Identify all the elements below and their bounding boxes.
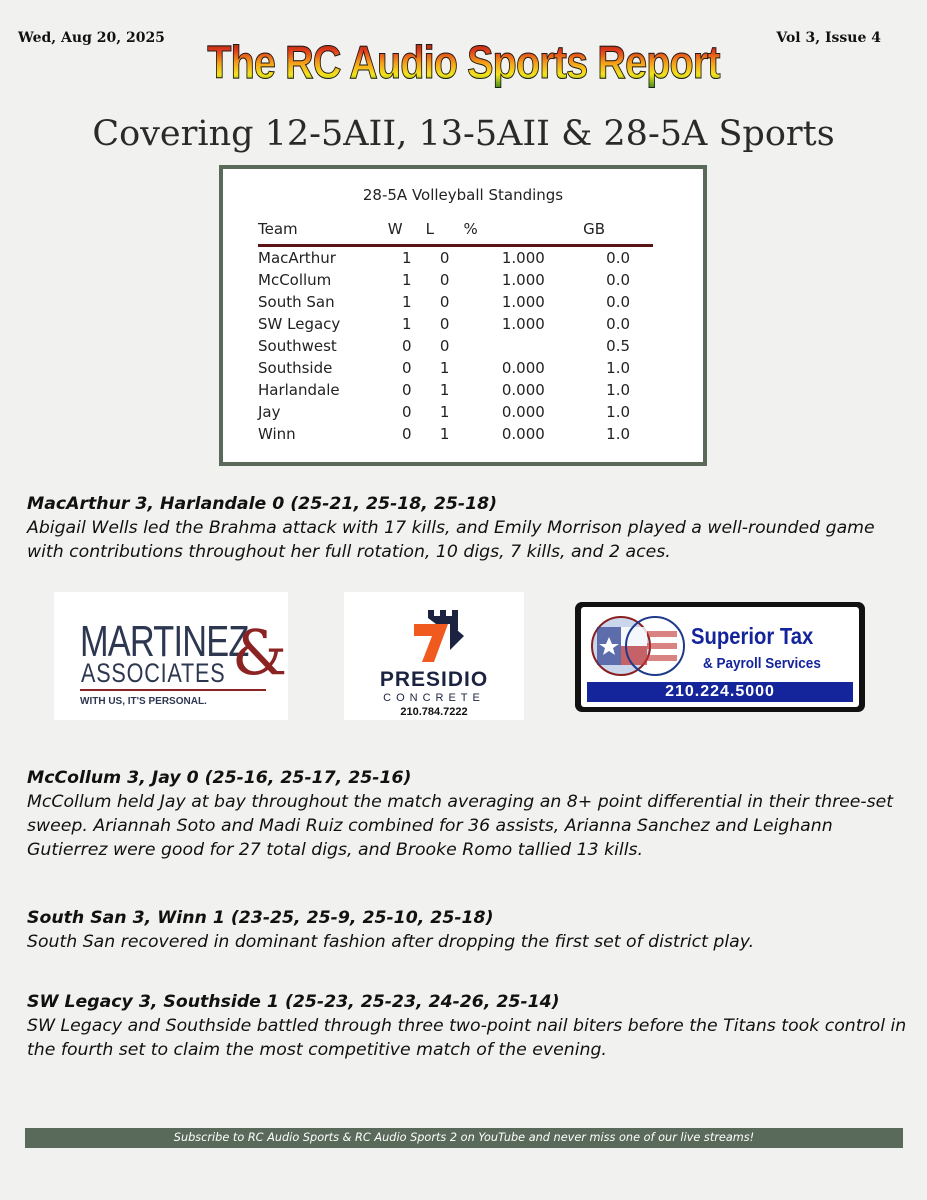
cell-team: Southside	[258, 359, 333, 377]
superior-tax-panel	[581, 607, 859, 707]
story-body: Abigail Wells led the Brahma attack with 17 kills, and Emily Morrison played a well-rounded game with contributions throughout her full rotation, 10 digs, 7 kills, and 2 aces.	[27, 518, 875, 562]
cell-l: 1	[439, 425, 450, 443]
presidio-tower-icon	[404, 608, 466, 664]
standings-header-row	[258, 214, 653, 246]
cell-w: 0	[401, 403, 412, 421]
cell-w: 0	[401, 425, 412, 443]
col-header-l: L	[426, 214, 464, 246]
cell-gb: 1.0	[606, 403, 631, 421]
cell-team: Jay	[258, 403, 281, 421]
story-southsan-winn	[27, 906, 907, 954]
cell-w: 0	[401, 381, 412, 399]
cell-l: 0	[439, 271, 450, 289]
subscribe-banner[interactable]: Subscribe to RC Audio Sports & RC Audio Sports 2 on YouTube and never miss one of our live streams!	[25, 1128, 903, 1148]
cell-pct	[464, 335, 584, 357]
cell-team: Winn	[258, 425, 296, 443]
presidio-phone: 210.784.7222	[400, 706, 468, 718]
story-body: South San recovered in dominant fashion after dropping the first set of district play.	[27, 932, 755, 952]
cell-l: 0	[439, 337, 450, 355]
cell-team: MacArthur	[258, 249, 336, 267]
standings-row	[258, 423, 653, 445]
sponsor-ads	[0, 592, 927, 722]
ad-superior-tax[interactable]	[575, 602, 865, 712]
cell-gb: 0.0	[606, 293, 631, 311]
story-headline: McCollum 3, Jay 0 (25-16, 25-17, 25-16)	[27, 768, 412, 788]
cell-gb: 0.0	[606, 271, 631, 289]
cell-w: 1	[401, 293, 412, 311]
superior-tax-sub: & Payroll Services	[703, 655, 821, 672]
cell-pct: 0.000	[501, 381, 545, 399]
col-header-pct: %	[464, 214, 584, 246]
cell-pct: 0.000	[501, 359, 545, 377]
standings-table	[258, 214, 653, 445]
cell-pct: 1.000	[501, 249, 545, 267]
presidio-sub: CONCRETE	[383, 692, 485, 704]
cell-gb: 1.0	[606, 359, 631, 377]
cell-gb: 0.0	[606, 315, 631, 333]
cell-team: SW Legacy	[258, 315, 341, 333]
cell-gb: 1.0	[606, 425, 631, 443]
story-headline: South San 3, Winn 1 (23-25, 25-9, 25-10, 25-18)	[27, 908, 494, 928]
cell-team: Harlandale	[258, 381, 340, 399]
standings-row	[258, 401, 653, 423]
masthead-title: The RC Audio Sports Report	[207, 36, 720, 88]
ad-martinez-associates[interactable]	[54, 592, 288, 720]
story-mccollum-jay	[27, 766, 907, 862]
cell-w: 0	[401, 337, 412, 355]
cell-w: 1	[401, 315, 412, 333]
ad-presidio-concrete[interactable]	[344, 592, 524, 720]
martinez-associates: ASSOCIATES	[81, 658, 226, 688]
cell-w: 1	[401, 271, 412, 289]
col-header-gb: GB	[583, 214, 653, 246]
cell-gb: 1.0	[606, 381, 631, 399]
standings-title: 28-5A Volleyball Standings	[362, 186, 564, 204]
masthead	[65, 32, 862, 92]
texas-us-flag-icon	[591, 613, 687, 679]
cell-w: 1	[401, 249, 412, 267]
presidio-name: PRESIDIO	[379, 668, 489, 691]
standings-row	[258, 379, 653, 401]
story-body: McCollum held Jay at bay throughout the match averaging an 8+ point differential in their three-set sweep. Ariannah Soto and Madi Ruiz combined for 36 assists, Arianna Sanchez and Leighann Gutierrez were good for 27 total digs, and Brooke Romo tallied 13 kills.	[27, 792, 894, 860]
cell-pct: 1.000	[501, 271, 545, 289]
cell-w: 0	[401, 359, 412, 377]
cell-l: 0	[439, 315, 450, 333]
col-header-team: Team	[258, 214, 388, 246]
cell-pct: 0.000	[501, 425, 545, 443]
standings-row	[258, 291, 653, 313]
issue-volume: Vol 3, Issue 4	[776, 30, 881, 46]
cell-team: South San	[258, 293, 335, 311]
cell-l: 1	[439, 359, 450, 377]
standings-row	[258, 357, 653, 379]
martinez-divider	[80, 689, 266, 691]
cell-pct: 1.000	[501, 293, 545, 311]
subtitle: Covering 12-5AII, 13-5AII & 28-5A Sports	[92, 114, 835, 154]
standings-row	[258, 313, 653, 335]
standings-table-frame	[219, 165, 707, 466]
cell-l: 0	[439, 249, 450, 267]
issue-date: Wed, Aug 20, 2025	[18, 30, 165, 46]
cell-l: 0	[439, 293, 450, 311]
story-swlegacy-southside	[27, 990, 907, 1062]
cell-team: Southwest	[258, 337, 337, 355]
superior-tax-name: Superior Tax	[691, 623, 814, 649]
col-header-w: W	[388, 214, 426, 246]
story-body: SW Legacy and Southside battled through three two-point nail biters before the Titans took control in the fourth set to claim the most competitive match of the evening.	[27, 1016, 907, 1060]
cell-l: 1	[439, 403, 450, 421]
standings-row	[258, 335, 653, 357]
martinez-ampersand: &	[232, 616, 288, 689]
superior-tax-phone: 210.224.5000	[587, 682, 853, 702]
cell-gb: 0.5	[606, 337, 631, 355]
standings-row	[258, 269, 653, 291]
martinez-tagline: WITH US, IT'S PERSONAL.	[80, 696, 207, 707]
martinez-wordmark: MARTINEZ	[80, 617, 249, 666]
cell-pct: 0.000	[501, 403, 545, 421]
cell-gb: 0.0	[606, 249, 631, 267]
story-headline: MacArthur 3, Harlandale 0 (25-21, 25-18, 25-18)	[27, 494, 498, 514]
story-headline: SW Legacy 3, Southside 1 (25-23, 25-23, 24-26, 25-14)	[27, 992, 560, 1012]
cell-pct: 1.000	[501, 315, 545, 333]
cell-l: 1	[439, 381, 450, 399]
story-macarthur-harlandale	[27, 492, 907, 564]
cell-team: McCollum	[258, 271, 332, 289]
standings-row	[258, 246, 653, 270]
